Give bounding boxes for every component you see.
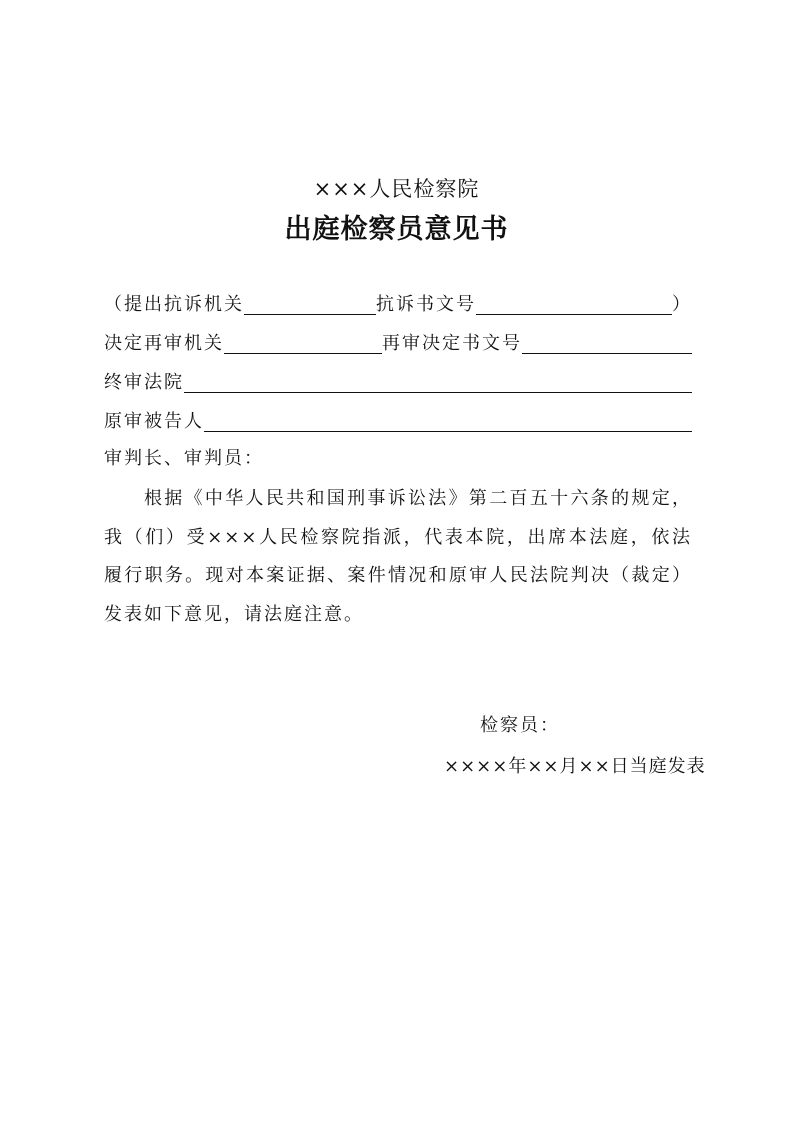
final-court-label: 终审法院 [104, 372, 184, 393]
protest-doc-label: 抗诉书文号 [376, 294, 476, 315]
defendant-row [104, 407, 692, 437]
final-court-blank [184, 370, 692, 393]
protest-close-paren: ） [672, 294, 692, 315]
signature-date: ××××年××月××日当庭发表 [444, 756, 706, 777]
document-title: 出庭检察员意见书 [284, 214, 509, 245]
protest-org-blank [244, 292, 376, 315]
retrial-row [104, 329, 692, 359]
retrial-org-label: 决定再审机关 [104, 333, 224, 354]
retrial-org-blank [224, 331, 382, 354]
salutation-row [104, 444, 692, 474]
protest-row [104, 290, 692, 320]
signature-label: 检察员： [480, 715, 560, 736]
defendant-blank [204, 409, 692, 432]
opinion-paragraph: 根据《中华人民共和国刑事诉讼法》第二百五十六条的规定，我（们）受×××人民检察院指派，代表本院，出席本法庭，依法履行职务。现对本案证据、案件情况和原审人民法院判决（裁定）发表如下意见，请法庭注意。 [104, 488, 692, 625]
salutation: 审判长、审判员： [104, 448, 264, 469]
protest-doc-blank [476, 292, 672, 315]
final-court-row [104, 368, 692, 398]
retrial-doc-label: 再审决定书文号 [382, 333, 522, 354]
defendant-label: 原审被告人 [104, 411, 204, 432]
protest-org-label: （提出抗诉机关 [104, 294, 244, 315]
procuratorate-name: ×××人民检察院 [313, 177, 480, 201]
retrial-doc-blank [522, 331, 692, 354]
